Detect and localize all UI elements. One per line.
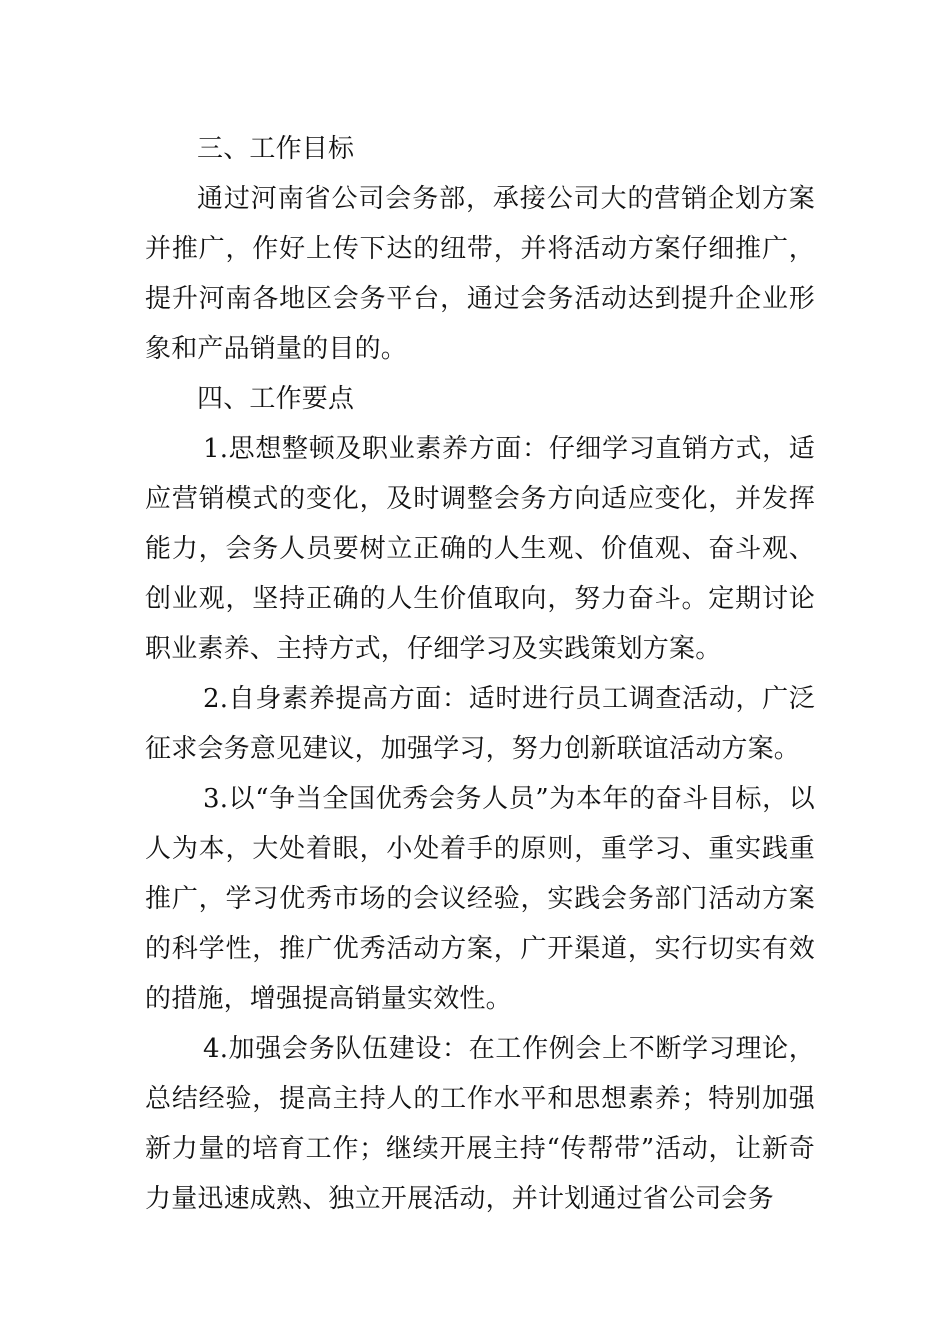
key-point-1: 1.思想整顿及职业素养方面：仔细学习直销方式，适应营销模式的变化，及时调整会务方向适应变化，并发挥能力，会务人员要树立正确的人生观、价值观、奋斗观、创业观，坚持正确的人生价值取向，努力奋斗。定期讨论职业素养、主持方式，仔细学习及实践策划方案。 (145, 434, 815, 664)
section-heading-goals: 三、工作目标 (197, 134, 355, 164)
key-point-4: 4.加强会务队伍建设：在工作例会上不断学习理论，总结经验，提高主持人的工作水平和思想素养；特别加强新力量的培育工作；继续开展主持“传帮带”活动，让新奇力量迅速成熟、独立开展活动，并计划通过省公司会务 (145, 1034, 815, 1214)
key-point-3: 3.以“争当全国优秀会务人员”为本年的奋斗目标，以人为本，大处着眼，小处着手的原则，重学习、重实践重推广，学习优秀市场的会议经验，实践会务部门活动方案的科学性，推广优秀活动方案，广开渠道，实行切实有效的措施，增强提高销量实效性。 (145, 784, 815, 1014)
document-body (145, 124, 815, 1224)
section-heading-key-points: 四、工作要点 (197, 384, 355, 414)
key-point-2: 2.自身素养提高方面：适时进行员工调查活动，广泛征求会务意见建议，加强学习，努力创新联谊活动方案。 (145, 684, 815, 764)
goals-paragraph: 通过河南省公司会务部，承接公司大的营销企划方案并推广，作好上传下达的纽带，并将活动方案仔细推广，提升河南各地区会务平台，通过会务活动达到提升企业形象和产品销量的目的。 (145, 184, 815, 364)
